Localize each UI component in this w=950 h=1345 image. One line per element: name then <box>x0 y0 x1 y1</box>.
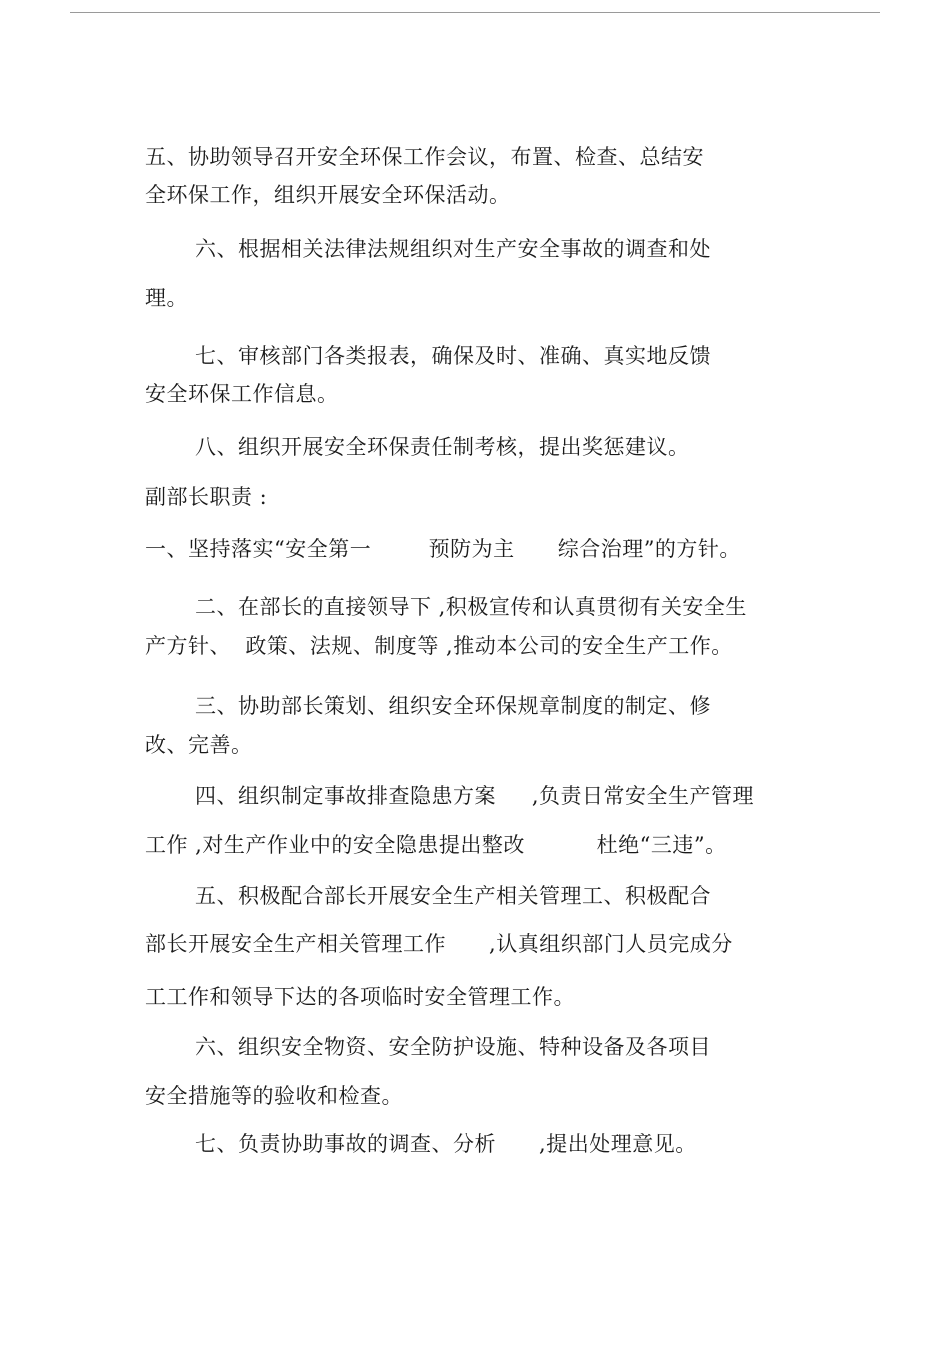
text-line-15: 工作 ,对生产作业中的安全隐患提出整改 杜绝“三违”。 <box>145 833 727 857</box>
text-line-7: 八、组织开展安全环保责任制考核，提出奖惩建议。 <box>195 435 690 459</box>
text-line-9: 一、坚持落实“安全第一 预防为主 综合治理”的方针。 <box>145 537 741 561</box>
header-rule <box>70 12 880 13</box>
text-line-21: 七、负责协助事故的调查、分析 ,提出处理意见。 <box>195 1132 697 1156</box>
text-line-19: 六、组织安全物资、安全防护设施、特种设备及各项目 <box>195 1035 711 1059</box>
text-line-3: 六、根据相关法律法规组织对生产安全事故的调查和处 <box>195 237 711 261</box>
section-heading: 副部长职责 : <box>145 485 268 509</box>
text-line-16: 五、积极配合部长开展安全生产相关管理工、积极配合 <box>195 884 711 908</box>
text-line-13: 改、完善。 <box>145 733 253 757</box>
text-line-12: 三、协助部长策划、组织安全环保规章制度的制定、修 <box>195 694 711 718</box>
text-line-18: 工工作和领导下达的各项临时安全管理工作。 <box>145 985 575 1009</box>
text-line-5: 七、审核部门各类报表，确保及时、准确、真实地反馈 <box>195 344 711 368</box>
text-line-14: 四、组织制定事故排查隐患方案 ,负责日常安全生产管理 <box>195 784 755 808</box>
text-line-11: 产方针、 政策、法规、制度等 ,推动本公司的安全生产工作。 <box>145 634 733 658</box>
text-line-17: 部长开展安全生产相关管理工作 ,认真组织部门人员完成分 <box>145 932 733 956</box>
text-line-20: 安全措施等的验收和检查。 <box>145 1084 403 1108</box>
text-line-4: 理。 <box>145 286 188 310</box>
text-line-1: 五、协助领导召开安全环保工作会议，布置、检查、总结安 <box>145 145 704 169</box>
text-line-10: 二、在部长的直接领导下 ,积极宣传和认真贯彻有关安全生 <box>195 595 747 619</box>
text-line-2: 全环保工作，组织开展安全环保活动。 <box>145 183 511 207</box>
text-line-6: 安全环保工作信息。 <box>145 382 339 406</box>
